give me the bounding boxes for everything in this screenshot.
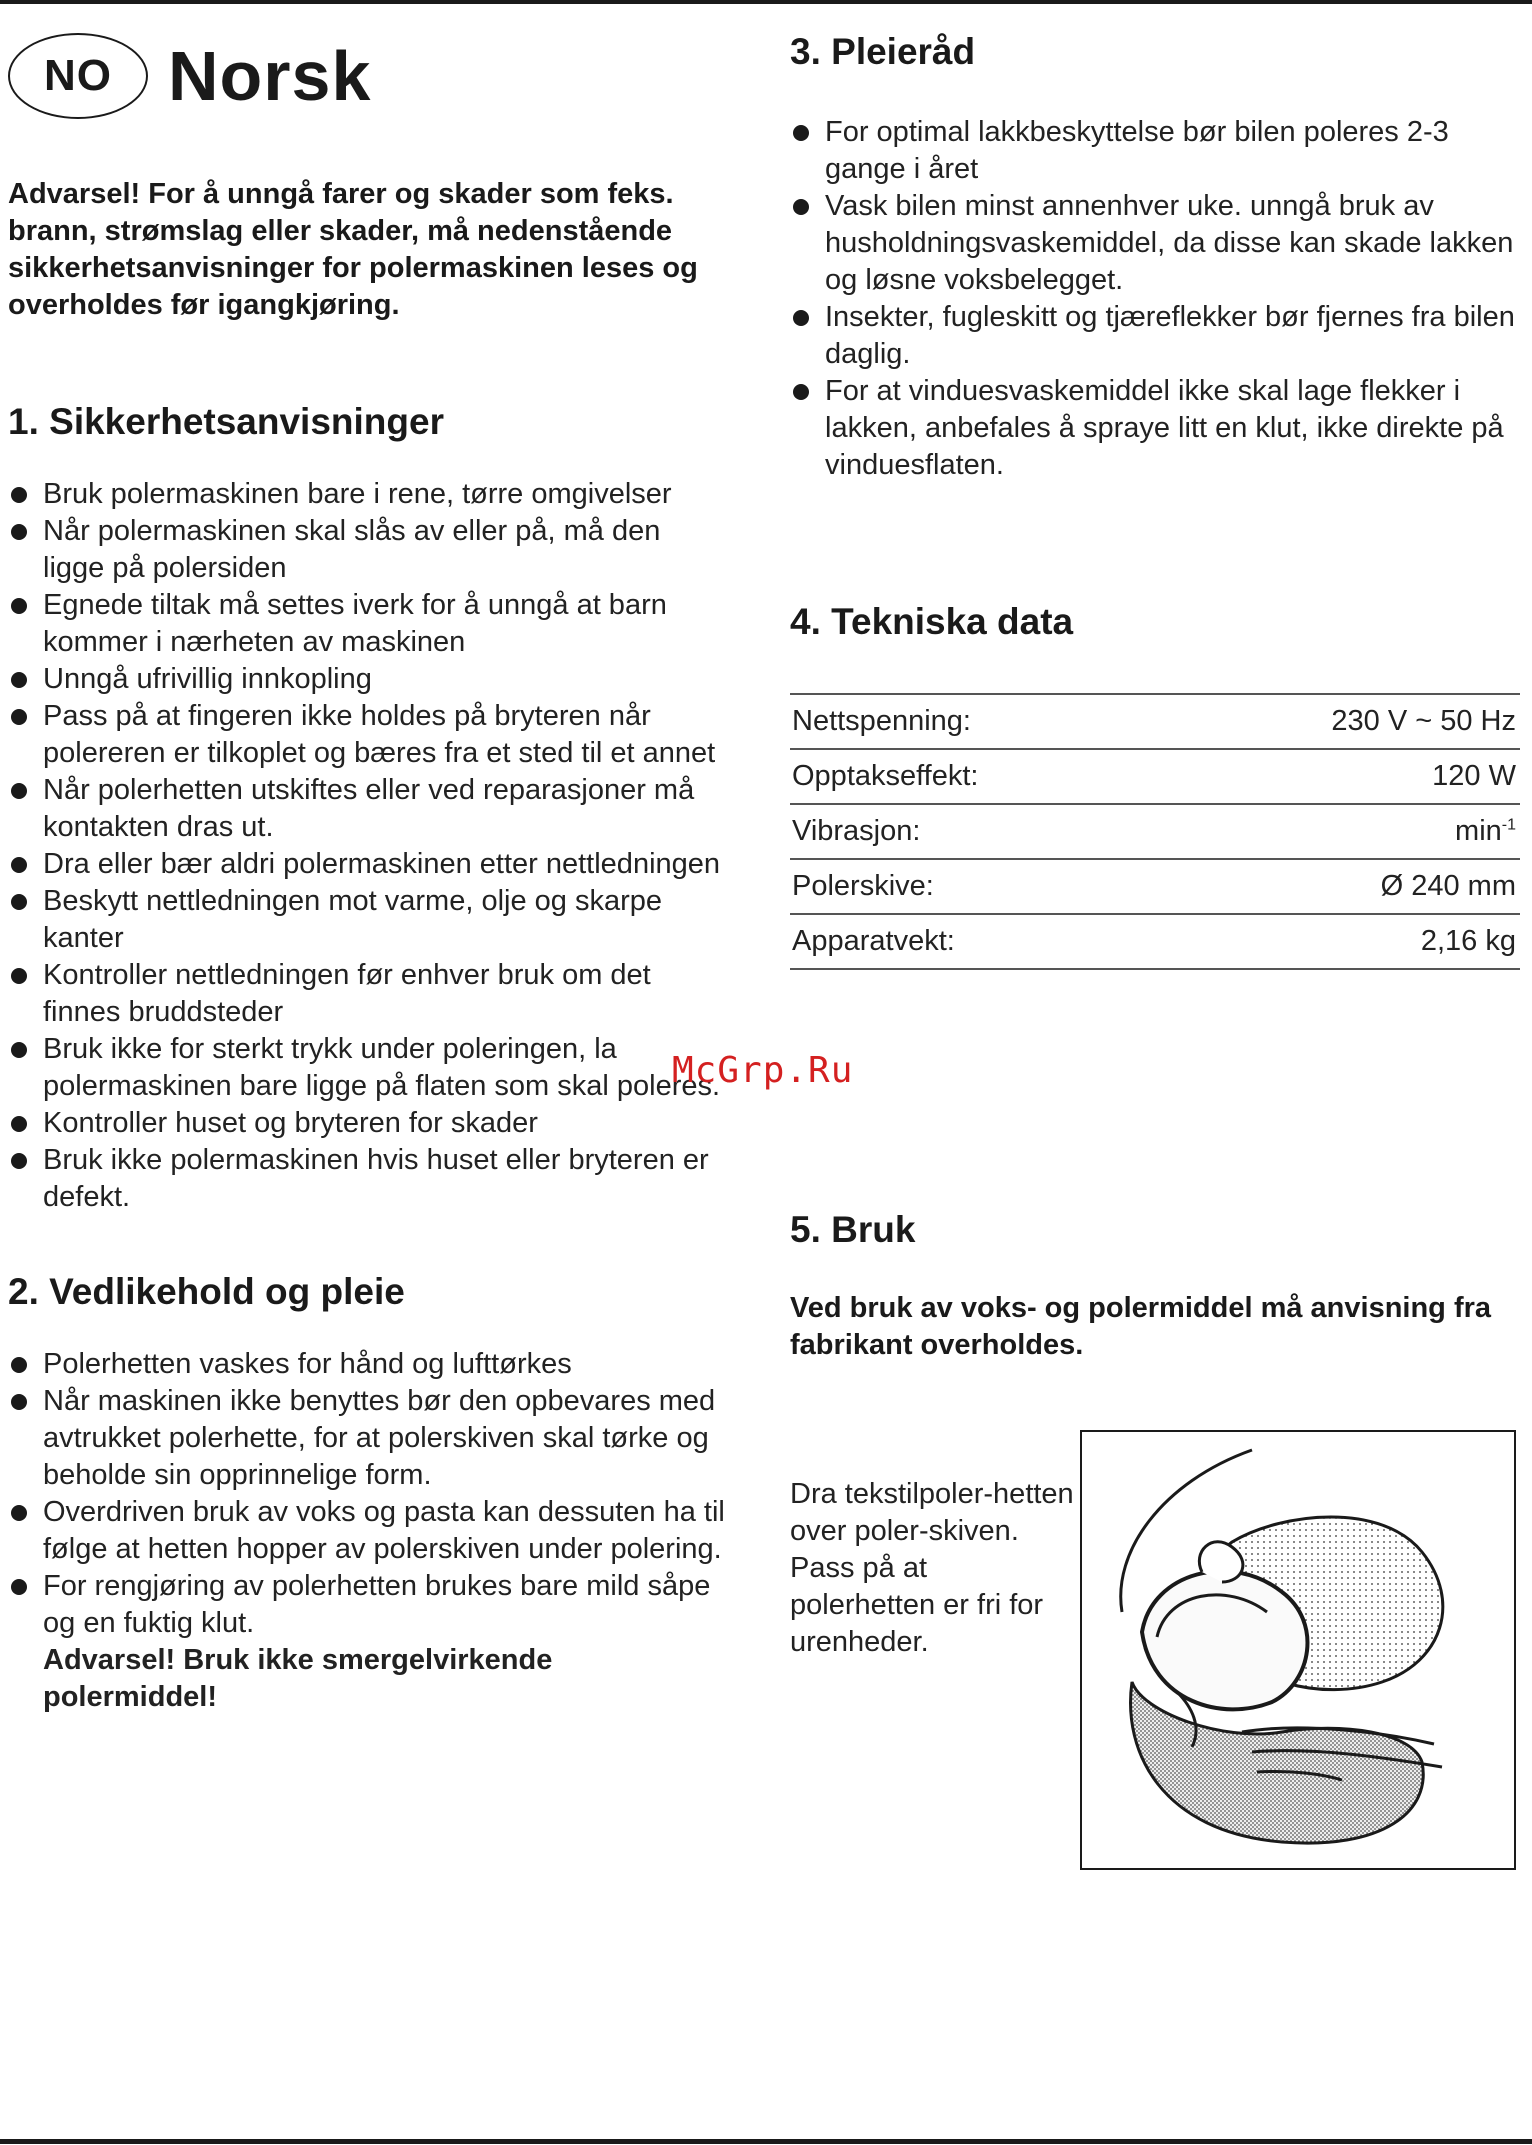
list-item: Dra eller bær aldri polermaskinen etter nettledningen <box>8 846 728 883</box>
list-item: Egnede tiltak må settes iverk for å unngå at barn kommer i nærheten av maskinen <box>8 587 728 661</box>
list-item: For optimal lakkbeskyttelse bør bilen poleres 2-3 gange i året <box>790 114 1516 188</box>
tech-value: 2,16 kg <box>1420 925 1516 957</box>
list-item: Bruk polermaskinen bare i rene, tørre omgivelser <box>8 476 728 513</box>
bullet-icon <box>11 783 27 799</box>
table-row <box>790 914 1520 969</box>
top-rule <box>0 0 1532 4</box>
list-item: Overdriven bruk av voks og pasta kan dessuten ha til følge at hetten hopper av polerskiven under polering. <box>8 1494 728 1568</box>
table-row <box>790 804 1520 859</box>
tech-value: 120 W <box>1432 760 1516 792</box>
tech-value-superscript: -1 <box>1501 816 1516 834</box>
section-title-care: 3. Pleieråd <box>790 31 976 72</box>
tech-label: Opptakseffekt: <box>792 760 979 792</box>
section-title-usage: 5. Bruk <box>790 1209 916 1250</box>
left-column <box>8 30 728 1716</box>
list-item: Polerhetten vaskes for hånd og lufttørkes <box>8 1346 728 1383</box>
language-title: Norsk <box>168 37 372 115</box>
right-column <box>790 30 1516 1870</box>
list-item: Når polermaskinen skal slås av eller på, må den ligge på polersiden <box>8 513 728 587</box>
safety-list <box>8 476 728 1216</box>
bullet-icon <box>11 1116 27 1132</box>
bullet-icon <box>11 1153 27 1169</box>
list-item: For at vinduesvaskemiddel ikke skal lage flekker i lakken, anbefales å spraye litt en klut, ikke direkte på vinduesflaten. <box>790 373 1516 484</box>
tech-value: min <box>1455 815 1502 847</box>
tech-label: Apparatvekt: <box>792 925 955 957</box>
table-row <box>790 694 1520 749</box>
list-item: Når polerhetten utskiftes eller ved reparasjoner må kontakten dras ut. <box>8 772 728 846</box>
bullet-icon <box>11 1579 27 1595</box>
bullet-icon <box>11 524 27 540</box>
list-item: Vask bilen minst annenhver uke. unngå bruk av husholdningsvaskemiddel, da disse kan skade lakken og løsne voksbelegget. <box>790 188 1516 299</box>
bullet-icon <box>793 125 809 141</box>
language-header <box>8 30 728 122</box>
list-item: Bruk ikke polermaskinen hvis huset eller bryteren er defekt. <box>8 1142 728 1216</box>
usage-instruction: Dra tekstilpoler-hetten over poler-skiven. Pass på at polerhetten er fri for urenheder. <box>790 1478 1074 1658</box>
bullet-icon <box>11 709 27 725</box>
usage-note: Ved bruk av voks- og polermiddel må anvisning fra fabrikant overholdes. <box>790 1292 1492 1361</box>
intro-warning: Advarsel! For å unngå farer og skader som feks. brann, strømslag eller skader, må nedenstående sikkerhetsanvisninger for polermaskinen leses og overholdes før igangkjøring. <box>8 178 698 321</box>
usage-instruction-row <box>790 1430 1516 1870</box>
list-item: Kontroller nettledningen før enhver bruk om det finnes bruddsteder <box>8 957 728 1031</box>
list-item: For rengjøring av polerhetten brukes bare mild såpe og en fuktig klut. Advarsel! Bruk ikke smergelvirkende polermiddel! <box>8 1568 728 1716</box>
bullet-icon <box>11 487 27 503</box>
table-row <box>790 859 1520 914</box>
bullet-icon <box>793 384 809 400</box>
tech-label: Nettspenning: <box>792 705 971 737</box>
bullet-icon <box>11 1394 27 1410</box>
bullet-icon <box>11 857 27 873</box>
bullet-icon <box>11 1042 27 1058</box>
list-item: Insekter, fugleskitt og tjæreflekker bør fjernes fra bilen daglig. <box>790 299 1516 373</box>
section-title-maintenance: 2. Vedlikehold og pleie <box>8 1271 405 1312</box>
tech-value: 230 V ~ 50 Hz <box>1331 705 1516 737</box>
list-item: Pass på at fingeren ikke holdes på bryteren når polereren er tilkoplet og bæres fra et sted til et annet <box>8 698 728 772</box>
polisher-illustration <box>1080 1430 1516 1870</box>
tech-label: Polerskive: <box>792 870 934 902</box>
tech-value: Ø 240 mm <box>1380 870 1516 902</box>
bullet-icon <box>11 672 27 688</box>
tech-label: Vibrasjon: <box>792 815 921 847</box>
bullet-icon <box>11 598 27 614</box>
section-title-safety: 1. Sikkerhetsanvisninger <box>8 401 444 442</box>
tech-data-table <box>790 693 1520 970</box>
list-item: Kontroller huset og bryteren for skader <box>8 1105 728 1142</box>
care-list <box>790 114 1516 484</box>
list-item: Beskytt nettledningen mot varme, olje og skarpe kanter <box>8 883 728 957</box>
bullet-icon <box>11 1357 27 1373</box>
table-row <box>790 749 1520 804</box>
bullet-icon <box>793 310 809 326</box>
bottom-rule <box>0 2139 1532 2144</box>
bullet-icon <box>11 1505 27 1521</box>
watermark-text: McGrp.Ru <box>672 1050 854 1091</box>
polisher-hands-drawing <box>1082 1432 1514 1868</box>
bullet-icon <box>11 894 27 910</box>
language-badge: NO <box>8 33 148 119</box>
bullet-icon <box>793 199 809 215</box>
maintenance-list <box>8 1346 728 1716</box>
bullet-icon <box>11 968 27 984</box>
tech-value-cell <box>1155 804 1520 859</box>
list-item: Unngå ufrivillig innkopling <box>8 661 728 698</box>
list-item: Bruk ikke for sterkt trykk under poleringen, la polermaskinen bare ligge på flaten som skal poleres. <box>8 1031 728 1105</box>
section-title-tech: 4. Tekniska data <box>790 601 1074 642</box>
maintenance-warning: Advarsel! Bruk ikke smergelvirkende polermiddel! <box>43 1644 553 1713</box>
list-item: Når maskinen ikke benyttes bør den opbevares med avtrukket polerhette, for at polerskiven skal tørke og beholde sin opprinnelige form. <box>8 1383 728 1494</box>
